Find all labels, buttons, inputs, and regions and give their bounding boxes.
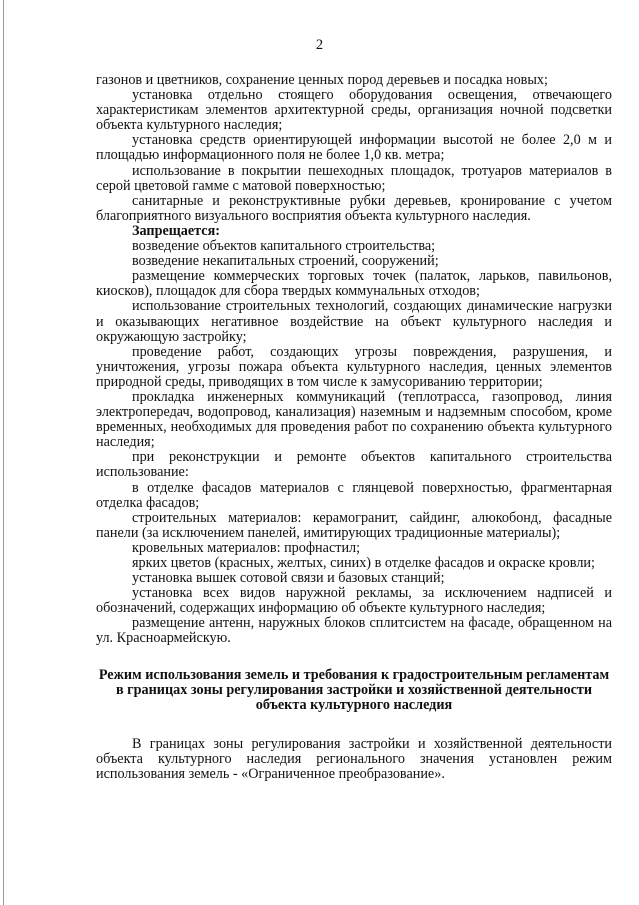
- paragraph: проведение работ, создающих угрозы повреждения, разрушения, и уничтожения, угрозы пожара объекта культурного наследия, ценных элементов природной среды, приводящих в том числе к замусориванию территории;: [96, 343, 612, 390]
- paragraph: использование в покрытии пешеходных площадок, тротуаров материалов в серой цветовой гамме с матовой поверхностью;: [96, 162, 612, 194]
- paragraph-list: [96, 73, 612, 647]
- paragraph: размещение антенн, наружных блоков сплитсистем на фасаде, обращенном на ул. Красноармейскую.: [96, 615, 612, 647]
- paragraph: возведение объектов капитального строительства;: [132, 238, 436, 255]
- paragraph: ярких цветов (красных, желтых, синих) в отделке фасадов и окраске кровли;: [132, 555, 595, 571]
- document-body: [96, 73, 612, 782]
- page-number: 2: [315, 37, 324, 53]
- paragraph: кровельных материалов: профнастил;: [132, 539, 361, 556]
- section-paragraph: В границах зоны регулирования застройки и хозяйственной деятельности объекта культурного наследия регионального значения установлен режим использования земель - «Ограниченное преобразование».: [96, 735, 612, 782]
- subheading: Запрещается:: [132, 222, 220, 239]
- paragraph: строительных материалов: керамогранит, сайдинг, алюкобонд, фасадные панели (за исключением панелей, имитирующих традиционные материалы);: [96, 509, 612, 541]
- paragraph: прокладка инженерных коммуникаций (теплотрасса, газопровод, линия электропередач, водопровод, канализация) наземным и надземным способом, кроме временных, необходимых для проведения работ по сохранению объекта культурного наследия;: [96, 388, 612, 451]
- page-edge-line: [3, 0, 4, 905]
- paragraph: размещение коммерческих торговых точек (палаток, ларьков, павильонов, киосков), площадок для сбора твердых коммунальных отходов;: [96, 268, 612, 300]
- paragraph: установка средств ориентирующей информации высотой не более 2,0 м и площадью информационного поля не более 1,0 кв. метра;: [96, 132, 612, 164]
- paragraph: при реконструкции и ремонте объектов капитального строительства использование:: [96, 449, 612, 481]
- paragraph: установка вышек сотовой связи и базовых станций;: [132, 570, 445, 587]
- section-heading: Режим использования земель и требования к градостроительным регламентам в границах зоны регулирования застройки и хозяйственной деятельности объекта культурного наследия: [98, 666, 610, 714]
- paragraph: в отделке фасадов материалов с глянцевой поверхностью, фрагментарная отделка фасадов;: [96, 479, 612, 511]
- paragraph: газонов и цветников, сохранение ценных пород деревьев и посадка новых;: [96, 72, 548, 88]
- paragraph: установка отдельно стоящего оборудования освещения, отвечающего характеристикам элементов архитектурной среды, организация ночной подсветки объекта культурного наследия;: [96, 87, 612, 134]
- paragraph: санитарные и реконструктивные рубки деревьев, кронирование с учетом благоприятного визуального восприятия объекта культурного наследия.: [96, 192, 612, 224]
- paragraph: возведение некапитальных строений, сооружений;: [132, 253, 439, 270]
- paragraph: установка всех видов наружной рекламы, за исключением надписей и обозначений, содержащих информацию об объекте культурного наследия;: [96, 585, 612, 617]
- paragraph: использование строительных технологий, создающих динамические нагрузки и оказывающих негативное воздействие на объект культурного наследия и окружающую застройку;: [96, 298, 612, 345]
